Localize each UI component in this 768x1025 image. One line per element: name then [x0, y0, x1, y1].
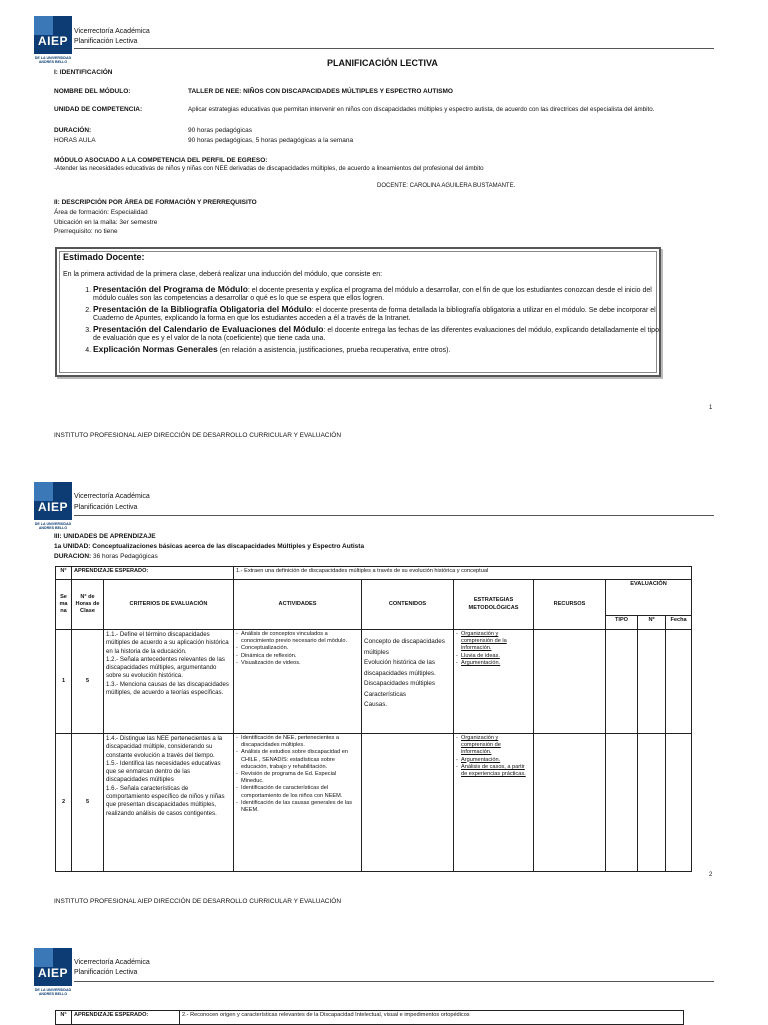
week-cell: 2: [56, 734, 72, 872]
header-rule: [74, 48, 714, 49]
page-footer: INSTITUTO PROFESIONAL AIEP DIRECCIÓN DE DESARROLLO CURRICULAR Y EVALUACIÓN: [54, 432, 342, 439]
note-item-lead: Presentación de la Bibliografía Obligatoria del Módulo: [93, 304, 312, 314]
header-rule: [74, 515, 714, 516]
col-contenidos: CONTENIDOS: [362, 580, 454, 630]
note-item: [93, 325, 663, 343]
note-item-text: : el docente presenta de forma detallada la bibliografía obligatoria a utilizar en el módulo. Se debe incorporar el Cuaderno de Apuntes, explicando la forma en que los estudiantes acceden a él a través de la Intranet.: [93, 307, 656, 322]
area-formacion: Área de formación: Especialidad: [54, 209, 148, 216]
activity-item: - Dinámica de reflexión.: [236, 653, 359, 660]
duracion-value: 90 horas pedagógicas: [188, 127, 252, 134]
col-fecha: Fecha: [666, 616, 692, 630]
content-item: Discapacidades múltiples: [364, 680, 436, 687]
numero-cell: [638, 630, 666, 734]
logo-subtitle: DE LA UNIVERSIDAD ANDRES BELLO: [34, 988, 72, 996]
unidad-value: Aplicar estrategias educativas que permitan intervenir en niños con discapacidades múltiples y espectro autista, de acuerdo con las directrices del especialista del ámbito.: [188, 106, 655, 113]
activity-item: - Identificación de las causas generales de las NEEM.: [236, 800, 359, 814]
estimado-docente-box: [55, 247, 661, 377]
content-item: Características: [364, 690, 407, 698]
hours-cell: 5: [72, 734, 104, 872]
col-criterios: CRITERIOS DE EVALUACIÓN: [104, 580, 234, 630]
fecha-cell: [666, 630, 692, 734]
note-intro: En la primera actividad de la primera clase, deberá realizar una inducción del módulo, que consiste en:: [63, 271, 383, 278]
section-unidades: III: UNIDADES DE APRENDIZAJE: [54, 533, 156, 540]
contents-cell: [362, 630, 454, 734]
modulo-asociado-label: MÓDULO ASOCIADO A LA COMPETENCIA DEL PERFIL DE EGRESO:: [54, 157, 268, 164]
modulo-value: TALLER DE NEE: NIÑOS CON DISCAPACIDADES MÚLTIPLES Y ESPECTRO AUTISMO: [188, 88, 453, 95]
content-item: Causas.: [364, 701, 388, 708]
col-estrategias: ESTRATEGIAS METODOLÓGICAS: [454, 580, 534, 630]
resources-cell: [534, 734, 606, 872]
page-number: 1: [709, 405, 713, 411]
strategy-item: - Organización y comprensión de la información.: [456, 631, 531, 653]
strategy-item: - Argumentación.: [456, 660, 531, 667]
col-horas: N° de Horas de Clase: [72, 580, 104, 630]
note-list: [79, 285, 663, 357]
page-number: 2: [709, 872, 713, 878]
aiep-logo: AIEP: [34, 16, 72, 54]
criteria-cell: 1.4.- Distingue las NEE pertenecientes a la discapacidad múltiple, considerando su constante evolución a través del tiempo. 1.5.- Identifica las necesidades educativas que se enmarcan dentro de las discapacidades múltiples 1.6.- Señala características de comportamiento específico de niños y niñas que presentan discapacidades múltiples, realizando análisis de casos contigentes.: [104, 734, 234, 872]
activity-item: - Revisión de programa de Ed. Especial Mineduc.: [236, 771, 359, 785]
col-actividades: ACTIVIDADES: [234, 580, 362, 630]
header-line-1: Vicerrectoría Académica: [74, 959, 150, 966]
strategy-item: - Lluvia de ideas.: [456, 653, 531, 660]
strategies-cell: [454, 734, 534, 872]
aprendizaje-value: 2.- Reconocen origen y características relevantes de la Discapacidad Intelectual, visual e impedimentos ortopédicos: [180, 1011, 684, 1025]
header-line-1: Vicerrectoría Académica: [74, 28, 150, 35]
header-line-2: Planificación Lectiva: [74, 38, 138, 45]
activity-item: - Identificación de NEE, pertenecientes a discapacidades múltiples.: [236, 735, 359, 749]
unit-duration: DURACION: 36 horas Pedagógicas: [54, 553, 158, 560]
content-item: Concepto de discapacidades múltiples: [364, 638, 445, 656]
header-rule: [74, 981, 714, 982]
table-row: [56, 734, 692, 872]
table-row: [56, 630, 692, 734]
ubicacion-malla: Ubicación en la malla: 3er semestre: [54, 219, 158, 226]
docente-line: DOCENTE: CAROLINA AGUILERA BUSTAMANTE.: [377, 183, 516, 189]
aiep-logo: AIEP: [34, 948, 72, 986]
strategy-item: - Organización y comprensión de información.: [456, 735, 531, 757]
logo-subtitle: DE LA UNIVERSIDAD ANDRES BELLO: [34, 522, 72, 530]
activities-cell: [234, 630, 362, 734]
header-line-1: Vicerrectoría Académica: [74, 493, 150, 500]
page-footer: INSTITUTO PROFESIONAL AIEP DIRECCIÓN DE DESARROLLO CURRICULAR Y EVALUACIÓN: [54, 898, 342, 905]
tipo-cell: [606, 734, 638, 872]
activity-item: - Identificación de características del comportamiento de los niños con NEEM.: [236, 785, 359, 799]
note-item-lead: Presentación del Programa de Módulo: [93, 284, 248, 294]
note-heading: Estimado Docente:: [63, 252, 145, 262]
activity-item: - Conceptualización.: [236, 645, 359, 652]
activities-cell: [234, 734, 362, 872]
aprendizaje-label: APRENDIZAJE ESPERADO:: [72, 567, 234, 580]
aprendizaje-label: APRENDIZAJE ESPERADO:: [72, 1011, 180, 1025]
fecha-cell: [666, 734, 692, 872]
note-item: [93, 345, 663, 355]
modulo-asociado-value: -Atender las necesidades educativas de niños y niñas con NEE derivadas de discapacidades múltiples, de acuerdo a lineamientos del profesional del ámbito: [54, 165, 484, 172]
col-no: N°: [56, 567, 72, 580]
strategies-cell: [454, 630, 534, 734]
activity-item: - Análisis de conceptos vinculados a conocimiento previo necesario del módulo.: [236, 631, 359, 645]
aiep-logo: AIEP: [34, 482, 72, 520]
note-item-lead: Explicación Normas Generales: [93, 344, 218, 354]
activity-item: - Análisis de estudios sobre discapacidad en CHILE , SENADIS: estadísticas sobre educación, trabajo y rehabilitación.: [236, 749, 359, 771]
resources-cell: [534, 630, 606, 734]
contents-cell: [362, 734, 454, 872]
note-item-text: : el docente entrega las fechas de las diferentes evaluaciones del módulo, explicando detalladamente el tipo de evaluación que es y el valor de la nota (coeficiente) que tiene cada una.: [93, 327, 659, 342]
note-item: [93, 305, 663, 323]
page-title: PLANIFICACIÓN LECTIVA: [327, 58, 438, 68]
unit-table: [55, 566, 692, 872]
aprendizaje-value: 1.- Extraen una definición de discapacidades múltiples a través de su evolución histórica y conceptual: [234, 567, 692, 580]
note-item-text: : el docente presenta y explica el programa del módulo a desarrollar, con el fin de que los estudiantes conozcan desde el inicio del módulo cuáles son las competencias a desarrollar o qué es lo que se espera que ellos logren.: [93, 287, 652, 302]
logo-subtitle: DE LA UNIVERSIDAD ANDRES BELLO: [34, 56, 72, 64]
col-semana: Se ma na: [56, 580, 72, 630]
modulo-label: NOMBRE DEL MÓDULO:: [54, 88, 131, 95]
col-tipo: TIPO: [606, 616, 638, 630]
unit-table-2: [55, 1010, 684, 1025]
strategy-item: - Análisis de casos, a partir de experiencias prácticas.: [456, 764, 531, 778]
horas-value: 90 horas pedagógicas, 5 horas pedagógicas a la semana: [188, 137, 354, 144]
section-descripcion: II: DESCRIPCIÓN POR ÁREA DE FORMACIÓN Y PRERREQUISITO: [54, 199, 257, 206]
content-item: Evolución histórica de las discapacidades múltiples.: [364, 659, 436, 677]
note-item: [93, 285, 663, 303]
header-line-2: Planificación Lectiva: [74, 969, 138, 976]
section-identificacion: I: IDENTIFICACIÓN: [54, 69, 113, 76]
note-item-lead: Presentación del Calendario de Evaluaciones del Módulo: [93, 324, 324, 334]
horas-label: HORAS AULA: [54, 137, 96, 144]
unit-title: 1a UNIDAD: Conceptualizaciones básicas acerca de las discapacidades Múltiples y Espectro Autista: [54, 543, 365, 550]
col-evaluacion: EVALUACIÓN: [606, 580, 692, 616]
week-cell: 1: [56, 630, 72, 734]
col-recursos: RECURSOS: [534, 580, 606, 630]
header-line-2: Planificación Lectiva: [74, 504, 138, 511]
note-item-text: (en relación a asistencia, justificaciones, prueba recuperativa, entre otros).: [217, 347, 451, 354]
unidad-label: UNIDAD DE COMPETENCIA:: [54, 106, 143, 113]
criteria-cell: 1.1.- Define el término discapacidades múltiples de acuerdo a su aplicación histórica en la historia de la educación. 1.2.- Señala antecedentes relevantes de las discapacidades múltiples, argumentando sobre su evolución histórica. 1.3.- Menciona causas de las discapacidades múltiples, de acuerdo a teorías específicas.: [104, 630, 234, 734]
strategy-item: - Argumentación.: [456, 757, 531, 764]
col-numero: Nº: [638, 616, 666, 630]
numero-cell: [638, 734, 666, 872]
tipo-cell: [606, 630, 638, 734]
hours-cell: 5: [72, 630, 104, 734]
col-no: N°: [56, 1011, 72, 1025]
prerrequisito: Prerrequisito: no tiene: [54, 228, 118, 235]
duracion-label: DURACIÓN:: [54, 127, 92, 134]
activity-item: - Visualización de videos.: [236, 660, 359, 667]
